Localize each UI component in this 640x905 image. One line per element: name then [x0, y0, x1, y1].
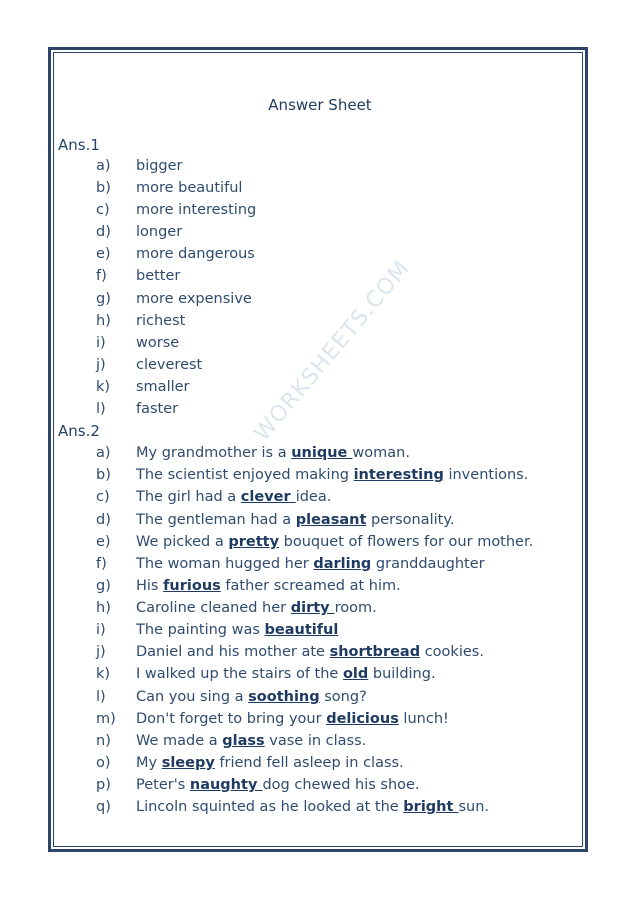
answer-word: interesting [353, 467, 444, 483]
answer-word: furious [163, 578, 221, 594]
answer-word: clever [240, 489, 296, 505]
answer-word: soothing [248, 689, 320, 705]
answer-word: darling [313, 556, 372, 572]
answer-word: unique [291, 445, 353, 461]
answer-word: glass [222, 733, 265, 749]
answer-word: naughty [189, 777, 263, 793]
answer-word: delicious [326, 711, 399, 727]
answer-word: bright [403, 799, 459, 815]
answer-word: sleepy [161, 755, 215, 771]
section-1-label: Ans.1 [58, 136, 100, 154]
answer-word: dirty [290, 600, 335, 616]
answer-word: pleasant [295, 512, 367, 528]
answer-word: old [342, 666, 369, 682]
answer-word: beautiful [264, 622, 339, 638]
watermark: WORKSHEETS.COM [250, 255, 416, 447]
answer-word: pretty [228, 534, 280, 550]
page-title: Answer Sheet [268, 96, 372, 114]
answer-word: shortbread [329, 644, 421, 660]
section-2-label: Ans.2 [58, 422, 100, 440]
